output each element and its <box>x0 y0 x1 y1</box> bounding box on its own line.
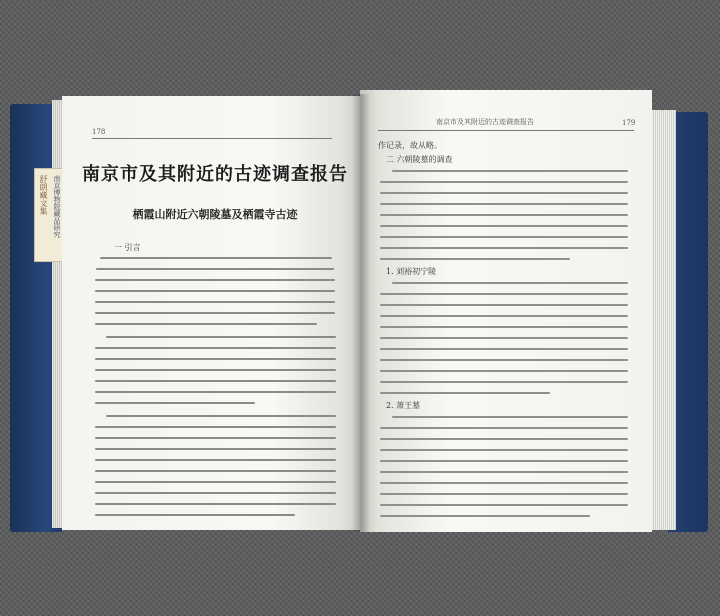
left-page-number: 178 <box>92 128 106 136</box>
left-header-rule <box>92 138 332 139</box>
right-first-line: 作记录，故从略。 <box>378 141 442 150</box>
book-gutter <box>352 94 370 532</box>
right-section-heading: 二 六朝陵墓的调查 <box>386 155 453 164</box>
right-header-rule <box>378 130 634 131</box>
page-stack-right <box>648 110 676 530</box>
right-sub-heading-1: 1. 刘裕初宁陵 <box>386 267 437 276</box>
left-section-heading: 一 引言 <box>114 243 141 252</box>
spine-label-title: 舒朗藏文集 <box>39 175 48 215</box>
spine-label-subtitle: 南京博物院藏品研究 <box>53 175 61 238</box>
right-page-number: 179 <box>622 119 636 127</box>
right-running-header: 南京市及其附近的古迹调查报告 <box>436 118 534 126</box>
chapter-title: 南京市及其附近的古迹调查报告 <box>82 164 348 185</box>
chapter-subtitle: 栖霞山附近六朝陵墓及栖霞寺古迹 <box>132 208 298 221</box>
right-sub-heading-2: 2. 萧王墓 <box>386 401 421 410</box>
